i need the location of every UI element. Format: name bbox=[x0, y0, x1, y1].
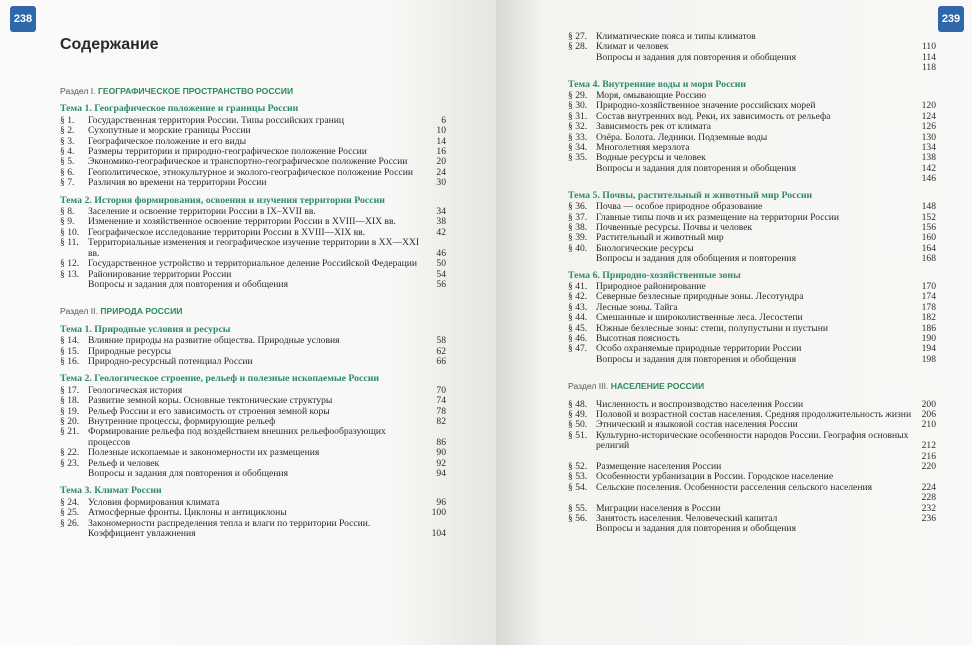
section-title: Моря, омывающие Россию bbox=[596, 91, 707, 102]
section-title: Формирование рельефа под воздействием внешних рельефообразующих процессов bbox=[88, 427, 386, 448]
section-title: Вопросы и задания для повторения и обобщения bbox=[596, 52, 796, 63]
section-title: Размещение населения России bbox=[596, 462, 722, 473]
section-title: Влияние природы на развитие общества. Природные условия bbox=[88, 336, 340, 347]
toc-entry bbox=[568, 410, 936, 420]
part-title: НАСЕЛЕНИЕ РОССИИ bbox=[610, 381, 705, 392]
section-number: § 25. bbox=[60, 507, 80, 519]
section-page: 130 bbox=[921, 131, 936, 143]
section-number: § 41. bbox=[568, 280, 588, 292]
toc-entry bbox=[568, 42, 936, 52]
toc-entry bbox=[568, 122, 936, 132]
section-page: 114 bbox=[921, 51, 936, 63]
section-page: 126 bbox=[921, 121, 936, 133]
section-page: 190 bbox=[921, 332, 936, 344]
toc-entry bbox=[568, 91, 936, 101]
section-title: Географическое положение и его виды bbox=[88, 136, 247, 147]
toc-entry bbox=[568, 420, 936, 430]
section-title: Культурно-исторические особенности народов России. География основных религий bbox=[596, 430, 909, 452]
section-number: § 50. bbox=[568, 419, 588, 431]
spacer bbox=[60, 479, 446, 483]
toc-entry bbox=[568, 233, 936, 243]
toc-entry bbox=[60, 157, 446, 167]
section-title: Миграции населения в России bbox=[596, 503, 721, 514]
toc-entry bbox=[60, 417, 446, 427]
section-number: § 39. bbox=[568, 232, 588, 244]
section-number: § 26. bbox=[60, 517, 80, 529]
section-title: Государственное устройство и территориальное деление Российской Федерации bbox=[88, 259, 418, 270]
section-page: 96 bbox=[436, 496, 446, 508]
section-page: 30 bbox=[436, 177, 446, 189]
page-number-right: 239 bbox=[938, 6, 964, 32]
toc-entry bbox=[60, 207, 446, 217]
section-page: 70 bbox=[436, 384, 446, 396]
toc-entry bbox=[60, 508, 446, 518]
section-number: § 49. bbox=[568, 409, 588, 420]
section-number: § 27. bbox=[568, 31, 588, 42]
toc-entry bbox=[568, 493, 936, 503]
section-number: § 22. bbox=[60, 447, 80, 459]
section-number: § 40. bbox=[568, 242, 588, 254]
section-title: Размеры территории и природно-географическое положение России bbox=[88, 147, 367, 158]
section-number: § 11. bbox=[60, 237, 79, 249]
section-page: 170 bbox=[921, 280, 936, 292]
toc-entry bbox=[568, 504, 936, 514]
section-number: § 48. bbox=[568, 398, 588, 410]
section-number: § 54. bbox=[568, 481, 588, 493]
section-page: 182 bbox=[921, 312, 936, 324]
toc-entry bbox=[60, 137, 446, 147]
section-number: § 33. bbox=[568, 131, 588, 143]
section-page: 194 bbox=[921, 343, 936, 355]
section-page: 66 bbox=[436, 355, 446, 367]
section-page: 228 bbox=[921, 492, 936, 504]
section-number: § 51. bbox=[568, 429, 588, 441]
section-title: Рельеф и человек bbox=[88, 458, 160, 469]
section-number: § 45. bbox=[568, 322, 588, 334]
section-title: Этнический и языковой состав населения России bbox=[596, 420, 798, 431]
section-title: Особо охраняемые природные территории России bbox=[596, 344, 802, 355]
spacer bbox=[568, 74, 936, 77]
toc-entry bbox=[60, 238, 446, 259]
spacer bbox=[60, 294, 446, 302]
section-page: 216 bbox=[921, 450, 936, 462]
section-title: Развитие земной коры. Основные тектонические структуры bbox=[88, 396, 333, 407]
section-number: § 21. bbox=[60, 426, 80, 438]
section-number: § 38. bbox=[568, 221, 588, 233]
part-label: Раздел II. bbox=[60, 306, 98, 317]
section-page: 206 bbox=[921, 409, 936, 420]
section-page: 82 bbox=[436, 415, 446, 427]
section-title: Южные безлесные зоны: степи, полупустыни и пустыни bbox=[596, 323, 829, 334]
section-page: 78 bbox=[436, 405, 446, 417]
toc-entry bbox=[568, 223, 936, 233]
toc-entry bbox=[568, 472, 936, 482]
toc-entry bbox=[568, 292, 936, 302]
section-number: § 46. bbox=[568, 332, 588, 344]
section-number: § 36. bbox=[568, 201, 588, 213]
section-number: § 34. bbox=[568, 142, 588, 154]
section-number: § 35. bbox=[568, 152, 588, 164]
toc-entry bbox=[568, 133, 936, 143]
topic-heading: Тема 1. Природные условия и ресурсы bbox=[60, 323, 231, 335]
section-number: § 20. bbox=[60, 415, 80, 427]
toc-entry bbox=[568, 174, 936, 184]
section-title: Различия во времени на территории России bbox=[88, 178, 267, 189]
spacer bbox=[568, 185, 936, 188]
toc-entry bbox=[60, 270, 446, 280]
topic-heading: Тема 1. Географическое положение и границы России bbox=[60, 103, 299, 115]
section-title: Природно-ресурсный потенциал России bbox=[88, 356, 253, 367]
section-page: 100 bbox=[431, 507, 446, 519]
toc-entry bbox=[60, 519, 446, 540]
section-number: § 19. bbox=[60, 405, 80, 417]
section-number: § 47. bbox=[568, 343, 588, 355]
section-page: 148 bbox=[921, 201, 936, 213]
section-page: 24 bbox=[436, 166, 446, 178]
part-heading bbox=[568, 381, 936, 391]
section-title: Зависимость рек от климата bbox=[596, 122, 711, 133]
toc-entry bbox=[60, 147, 446, 157]
section-number: § 52. bbox=[568, 461, 588, 473]
section-page: 164 bbox=[921, 242, 936, 254]
section-title: Численность и воспроизводство населения России bbox=[596, 399, 804, 410]
section-number: § 12. bbox=[60, 258, 80, 270]
section-title: Заселение и освоение территории России в IX–XVII вв. bbox=[88, 207, 316, 218]
section-number: § 24. bbox=[60, 496, 80, 508]
section-title: Вопросы и задания для повторения и обобщения bbox=[596, 524, 796, 535]
toc-entry bbox=[568, 101, 936, 111]
section-title: Вопросы и задания для повторения и обобщения bbox=[88, 469, 288, 479]
section-title: Районирование территории России bbox=[88, 269, 232, 280]
section-title: Природно-хозяйственное значение российских морей bbox=[596, 101, 816, 112]
toc-entry bbox=[568, 355, 936, 365]
part-title: ГЕОГРАФИЧЕСКОЕ ПРОСТРАНСТВО РОССИИ bbox=[97, 86, 294, 96]
toc-entry bbox=[60, 336, 446, 346]
section-title: Природные ресурсы bbox=[88, 346, 172, 357]
section-page: 174 bbox=[921, 291, 936, 303]
spacer bbox=[568, 365, 936, 377]
section-title: Лесные зоны. Тайга bbox=[596, 302, 678, 313]
section-number: § 44. bbox=[568, 312, 588, 324]
section-page: 38 bbox=[436, 216, 446, 228]
section-page: 156 bbox=[921, 221, 936, 233]
toc-entry bbox=[60, 259, 446, 269]
toc-entry bbox=[60, 386, 446, 396]
toc-entry bbox=[568, 164, 936, 174]
toc-entry bbox=[60, 347, 446, 357]
section-title: Озёра. Болота. Ледники. Подземные воды bbox=[596, 132, 768, 143]
section-page: 56 bbox=[436, 278, 446, 290]
section-page: 200 bbox=[921, 398, 936, 410]
section-number: § 31. bbox=[568, 110, 588, 122]
section-title: Занятость населения. Человеческий капитал bbox=[596, 514, 778, 525]
section-page: 34 bbox=[436, 206, 446, 218]
toc-entry bbox=[60, 178, 446, 188]
section-title: Вопросы и задания для повторения и обобщения bbox=[88, 279, 288, 290]
toc-entry bbox=[568, 452, 936, 462]
toc-entry bbox=[568, 53, 936, 63]
toc-entry bbox=[568, 431, 936, 452]
topic-heading: Тема 4. Внутренние воды и моря России bbox=[568, 78, 747, 90]
section-number: § 2. bbox=[60, 125, 75, 137]
section-page: 94 bbox=[436, 468, 446, 479]
section-page: 142 bbox=[921, 162, 936, 174]
spacer bbox=[60, 539, 446, 543]
toc-entry bbox=[568, 324, 936, 334]
section-page: 232 bbox=[921, 502, 936, 514]
section-title: Территориальные изменения и географическое изучение территории в XX—XXI вв. bbox=[88, 238, 420, 259]
section-page: 220 bbox=[921, 461, 936, 473]
part-title: ПРИРОДА РОССИИ bbox=[100, 306, 183, 317]
section-page: 46 bbox=[436, 247, 446, 259]
section-title: Закономерности распределения тепла и влаги по территории России. Коэффициент увлажнения bbox=[88, 518, 371, 540]
section-page: 54 bbox=[436, 268, 446, 280]
toc-entry bbox=[60, 217, 446, 227]
section-number: § 15. bbox=[60, 345, 80, 357]
section-title: Геологическая история bbox=[88, 385, 183, 396]
section-title: Климатические пояса и типы климатов bbox=[596, 32, 756, 42]
section-number: § 17. bbox=[60, 384, 80, 396]
section-number: § 32. bbox=[568, 121, 588, 133]
section-title: Геополитическое, этнокультурное и эколого-географическое положение России bbox=[88, 167, 413, 178]
section-number: § 9. bbox=[60, 216, 75, 228]
section-number: § 55. bbox=[568, 502, 588, 514]
section-page: 110 bbox=[921, 41, 936, 53]
toc-entry bbox=[60, 459, 446, 469]
toc-entry bbox=[568, 153, 936, 163]
section-number: § 3. bbox=[60, 135, 75, 147]
toc-entry bbox=[568, 254, 936, 264]
section-number: § 16. bbox=[60, 355, 80, 367]
section-page: 210 bbox=[921, 419, 936, 431]
section-number: § 1. bbox=[60, 114, 75, 126]
section-page: 134 bbox=[921, 142, 936, 154]
section-page: 62 bbox=[436, 345, 446, 357]
toc-entry bbox=[568, 213, 936, 223]
toc-entry bbox=[60, 396, 446, 406]
section-title: Половой и возрастной состав населения. Средняя продолжительность жизни bbox=[596, 410, 912, 420]
section-page: 120 bbox=[921, 100, 936, 112]
section-page: 16 bbox=[436, 146, 446, 158]
part-heading bbox=[60, 306, 446, 316]
section-number: § 37. bbox=[568, 211, 588, 223]
toc-entry bbox=[568, 514, 936, 524]
section-title: Вопросы и задания для повторения и обобщения bbox=[596, 354, 796, 365]
section-number: § 7. bbox=[60, 177, 75, 189]
page-number-left: 238 bbox=[10, 6, 36, 32]
toc-entry bbox=[60, 498, 446, 508]
section-page: 74 bbox=[436, 395, 446, 407]
section-page: 6 bbox=[441, 114, 446, 126]
toc-entry bbox=[568, 334, 936, 344]
section-number: § 30. bbox=[568, 100, 588, 112]
section-number: § 43. bbox=[568, 301, 588, 313]
section-title: Водные ресурсы и человек bbox=[596, 153, 706, 164]
section-title: Изменение и хозяйственное освоение территории России в XVIII—XIX вв. bbox=[88, 217, 396, 228]
section-number: § 29. bbox=[568, 90, 588, 102]
section-title: Полезные ископаемые и закономерности их размещения bbox=[88, 448, 320, 459]
topic-heading: Тема 6. Природно-хозяйственные зоны bbox=[568, 269, 741, 281]
section-title: Высотная поясность bbox=[596, 333, 680, 344]
section-page: 224 bbox=[921, 481, 936, 493]
section-page: 124 bbox=[921, 110, 936, 122]
section-title: Климат и человек bbox=[596, 42, 669, 53]
toc-entry bbox=[60, 280, 446, 290]
spacer bbox=[60, 189, 446, 193]
section-title: Вопросы и задания для повторения и обобщения bbox=[596, 163, 796, 174]
topic-heading: Тема 3. Климат России bbox=[60, 485, 162, 497]
toc-left bbox=[60, 82, 446, 543]
section-number: § 53. bbox=[568, 471, 588, 483]
toc-entry bbox=[568, 313, 936, 323]
section-number: § 13. bbox=[60, 268, 80, 280]
toc-entry bbox=[568, 143, 936, 153]
section-title: Состав внутренних вод. Реки, их зависимость от рельефа bbox=[596, 111, 831, 122]
section-page: 198 bbox=[921, 353, 936, 365]
section-number: § 6. bbox=[60, 166, 75, 178]
section-page: 90 bbox=[436, 447, 446, 459]
section-title: Северные безлесные природные зоны. Лесотундра bbox=[596, 292, 804, 303]
toc-entry bbox=[60, 168, 446, 178]
section-page: 86 bbox=[436, 436, 446, 448]
toc-entry bbox=[60, 469, 446, 479]
toc-entry bbox=[568, 282, 936, 292]
topic-heading: Тема 2. Геологическое строение, рельеф и полезные ископаемые России bbox=[60, 373, 380, 385]
part-heading bbox=[60, 86, 446, 96]
toc-entry bbox=[60, 126, 446, 136]
section-title: Почва — особое природное образование bbox=[596, 202, 763, 213]
section-number: § 4. bbox=[60, 146, 75, 158]
section-page: 178 bbox=[921, 301, 936, 313]
section-page: 186 bbox=[921, 322, 936, 334]
section-number: § 28. bbox=[568, 41, 588, 53]
section-title: Особенности урбанизации в России. Городское население bbox=[596, 472, 834, 483]
toc-entry bbox=[568, 524, 936, 534]
toc-entry bbox=[568, 303, 936, 313]
section-page: 92 bbox=[436, 457, 446, 469]
section-number: § 42. bbox=[568, 291, 588, 303]
topic-heading: Тема 2. История формирования, освоения и изучения территории России bbox=[60, 194, 385, 206]
section-page: 146 bbox=[921, 173, 936, 185]
toc-entry bbox=[568, 462, 936, 472]
toc-right bbox=[568, 32, 936, 535]
toc-entry bbox=[60, 448, 446, 458]
section-title: Почвенные ресурсы. Почвы и человек bbox=[596, 222, 753, 233]
section-title: Сухопутные и морские границы России bbox=[88, 126, 251, 137]
section-page: 10 bbox=[436, 125, 446, 137]
section-page: 20 bbox=[436, 156, 446, 168]
toc-entry bbox=[60, 407, 446, 417]
section-title: Географическое исследование территории России в XVIII—XIX вв. bbox=[88, 227, 366, 238]
toc-entry bbox=[60, 228, 446, 238]
section-title: Рельеф России и его зависимость от строения земной коры bbox=[88, 406, 330, 417]
section-title: Биологические ресурсы bbox=[596, 243, 694, 254]
toc-entry bbox=[60, 357, 446, 367]
toc-entry bbox=[568, 344, 936, 354]
section-number: § 5. bbox=[60, 156, 75, 168]
part-label: Раздел III. bbox=[568, 381, 609, 392]
section-title: Экономико-географическое и транспортно-географическое положение России bbox=[88, 157, 408, 168]
toc-entry bbox=[568, 112, 936, 122]
section-title: Вопросы и задания для обобщения и повторения bbox=[596, 254, 796, 265]
section-number: § 56. bbox=[568, 513, 588, 525]
section-title: Государственная территория России. Типы российских границ bbox=[88, 115, 345, 126]
section-title: Многолетняя мерзлота bbox=[596, 143, 690, 154]
toc-entry bbox=[568, 400, 936, 410]
section-title: Сельские поселения. Особенности расселения сельского населения bbox=[596, 482, 872, 493]
toc-entry bbox=[568, 202, 936, 212]
section-title: Смешанные и широколиственные леса. Лесостепи bbox=[596, 313, 803, 324]
section-page: 42 bbox=[436, 226, 446, 238]
section-title: Главные типы почв и их размещение на территории России bbox=[596, 212, 840, 223]
section-number: § 18. bbox=[60, 395, 80, 407]
toc-entry bbox=[568, 483, 936, 493]
section-page: 104 bbox=[431, 528, 446, 540]
spacer bbox=[60, 367, 446, 371]
section-page: 212 bbox=[921, 440, 936, 452]
topic-heading: Тема 5. Почвы, растительный и животный мир России bbox=[568, 189, 813, 201]
section-page: 50 bbox=[436, 258, 446, 270]
section-title: Природное районирование bbox=[596, 281, 706, 292]
toc-entry bbox=[568, 63, 936, 73]
section-number: § 8. bbox=[60, 206, 75, 218]
section-title: Условия формирования климата bbox=[88, 497, 220, 508]
toc-entry bbox=[60, 116, 446, 126]
toc-entry bbox=[568, 244, 936, 254]
section-number: § 10. bbox=[60, 226, 80, 238]
contents-heading: Содержание bbox=[60, 36, 159, 53]
section-number: § 14. bbox=[60, 335, 80, 347]
section-page: 138 bbox=[921, 152, 936, 164]
spacer bbox=[568, 265, 936, 268]
section-number: § 23. bbox=[60, 457, 80, 469]
section-page: 152 bbox=[921, 211, 936, 223]
part-label: Раздел I. bbox=[60, 86, 96, 96]
section-page: 58 bbox=[436, 335, 446, 347]
section-title: Растительный и животный мир bbox=[596, 233, 724, 244]
toc-entry bbox=[60, 427, 446, 448]
right-page bbox=[496, 0, 972, 645]
section-page: 168 bbox=[921, 253, 936, 265]
section-title: Внутренние процессы, формирующие рельеф bbox=[88, 416, 276, 427]
section-title: Атмосферные фронты. Циклоны и антициклоны bbox=[88, 508, 287, 519]
toc-entry bbox=[568, 32, 936, 42]
section-page: 118 bbox=[921, 62, 936, 74]
section-page: 160 bbox=[921, 232, 936, 244]
section-page: 14 bbox=[436, 135, 446, 147]
section-page: 236 bbox=[921, 513, 936, 525]
